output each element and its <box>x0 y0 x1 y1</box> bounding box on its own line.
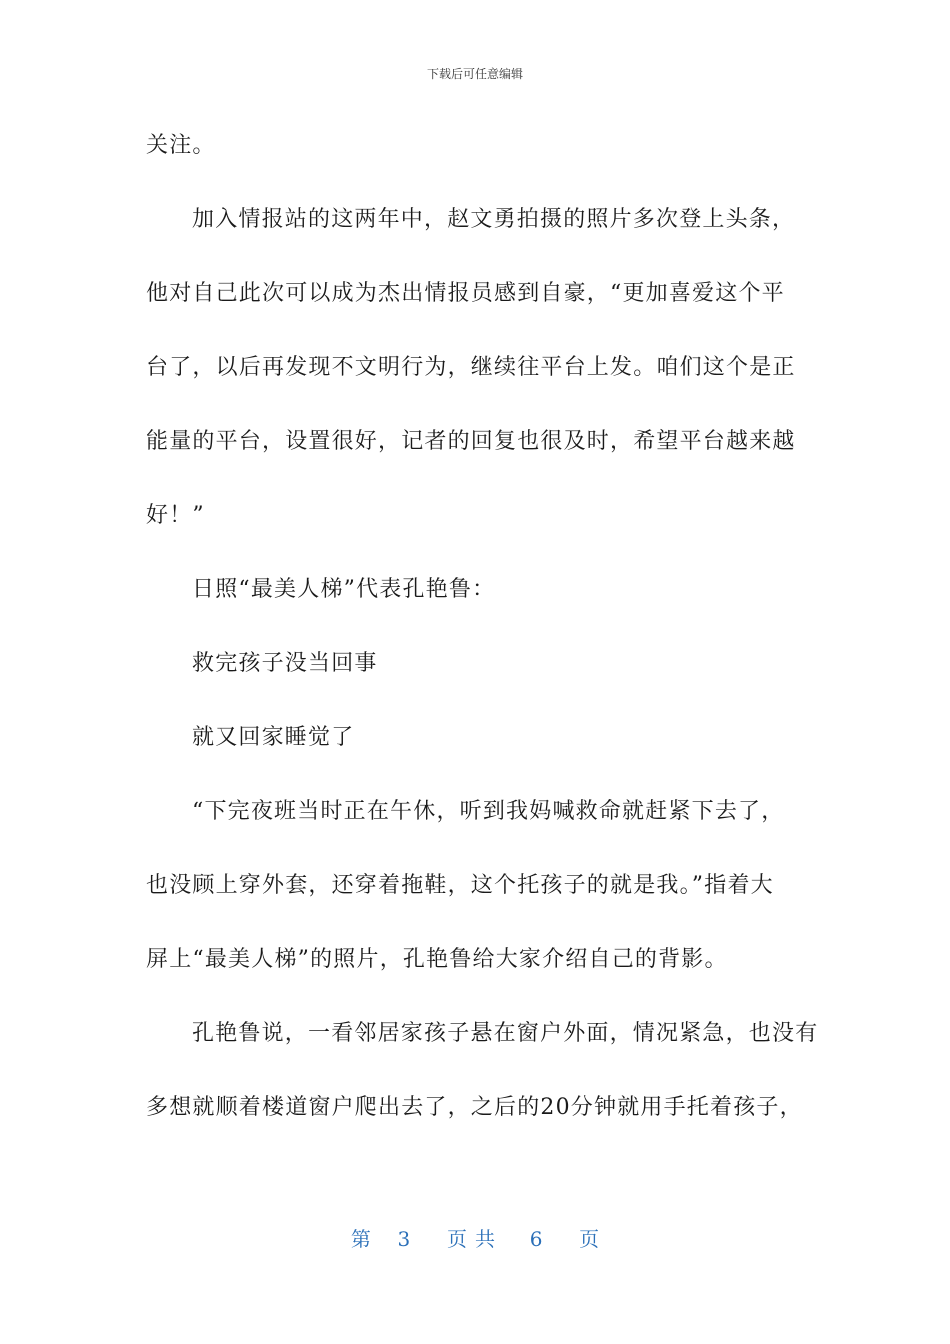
text-line-5: 能量的平台，设置很好，记者的回复也很及时，希望平台越来越 <box>146 429 796 454</box>
text-line-13: 孔艳鲁说，一看邻居家孩子悬在窗户外面，情况紧急，也没有 <box>192 1021 819 1046</box>
footer-prefix: 第 <box>350 1227 371 1251</box>
page-header <box>0 66 950 82</box>
text-line-11: 也没顾上穿外套，还穿着拖鞋，这个托孩子的就是我。”指着大 <box>146 873 774 898</box>
text-line-14: 多想就顺着楼道窗户爬出去了，之后的20分钟就用手托着孩子， <box>146 1095 803 1120</box>
footer-middle: 页共 <box>447 1227 503 1251</box>
footer-total-pages: 6 <box>529 1227 543 1251</box>
text-line-4: 台了，以后再发现不文明行为，继续往平台上发。咱们这个是正 <box>146 355 796 380</box>
text-line-7: 日照“最美人梯”代表孔艳鲁： <box>192 577 496 602</box>
text-line-3: 他对自己此次可以成为杰出情报员感到自豪，“更加喜爱这个平 <box>146 281 785 306</box>
footer-current-page: 3 <box>397 1227 411 1251</box>
text-line-10: “下完夜班当时正在午休，听到我妈喊救命就赶紧下去了， <box>192 799 785 824</box>
text-line-9: 就又回家睡觉了 <box>192 725 355 750</box>
header-text: 下载后可任意编辑 <box>426 67 523 81</box>
document-body <box>146 128 819 1126</box>
text-line-12: 屏上“最美人梯”的照片，孔艳鲁给大家介绍自己的背影。 <box>146 947 728 972</box>
footer-suffix: 页 <box>579 1227 600 1251</box>
page-footer <box>0 1226 950 1252</box>
text-line-1: 关注。 <box>146 133 216 158</box>
text-line-8: 救完孩子没当回事 <box>192 651 378 676</box>
text-line-6: 好！” <box>146 503 205 528</box>
text-line-2: 加入情报站的这两年中，赵文勇拍摄的照片多次登上头条， <box>192 207 796 232</box>
